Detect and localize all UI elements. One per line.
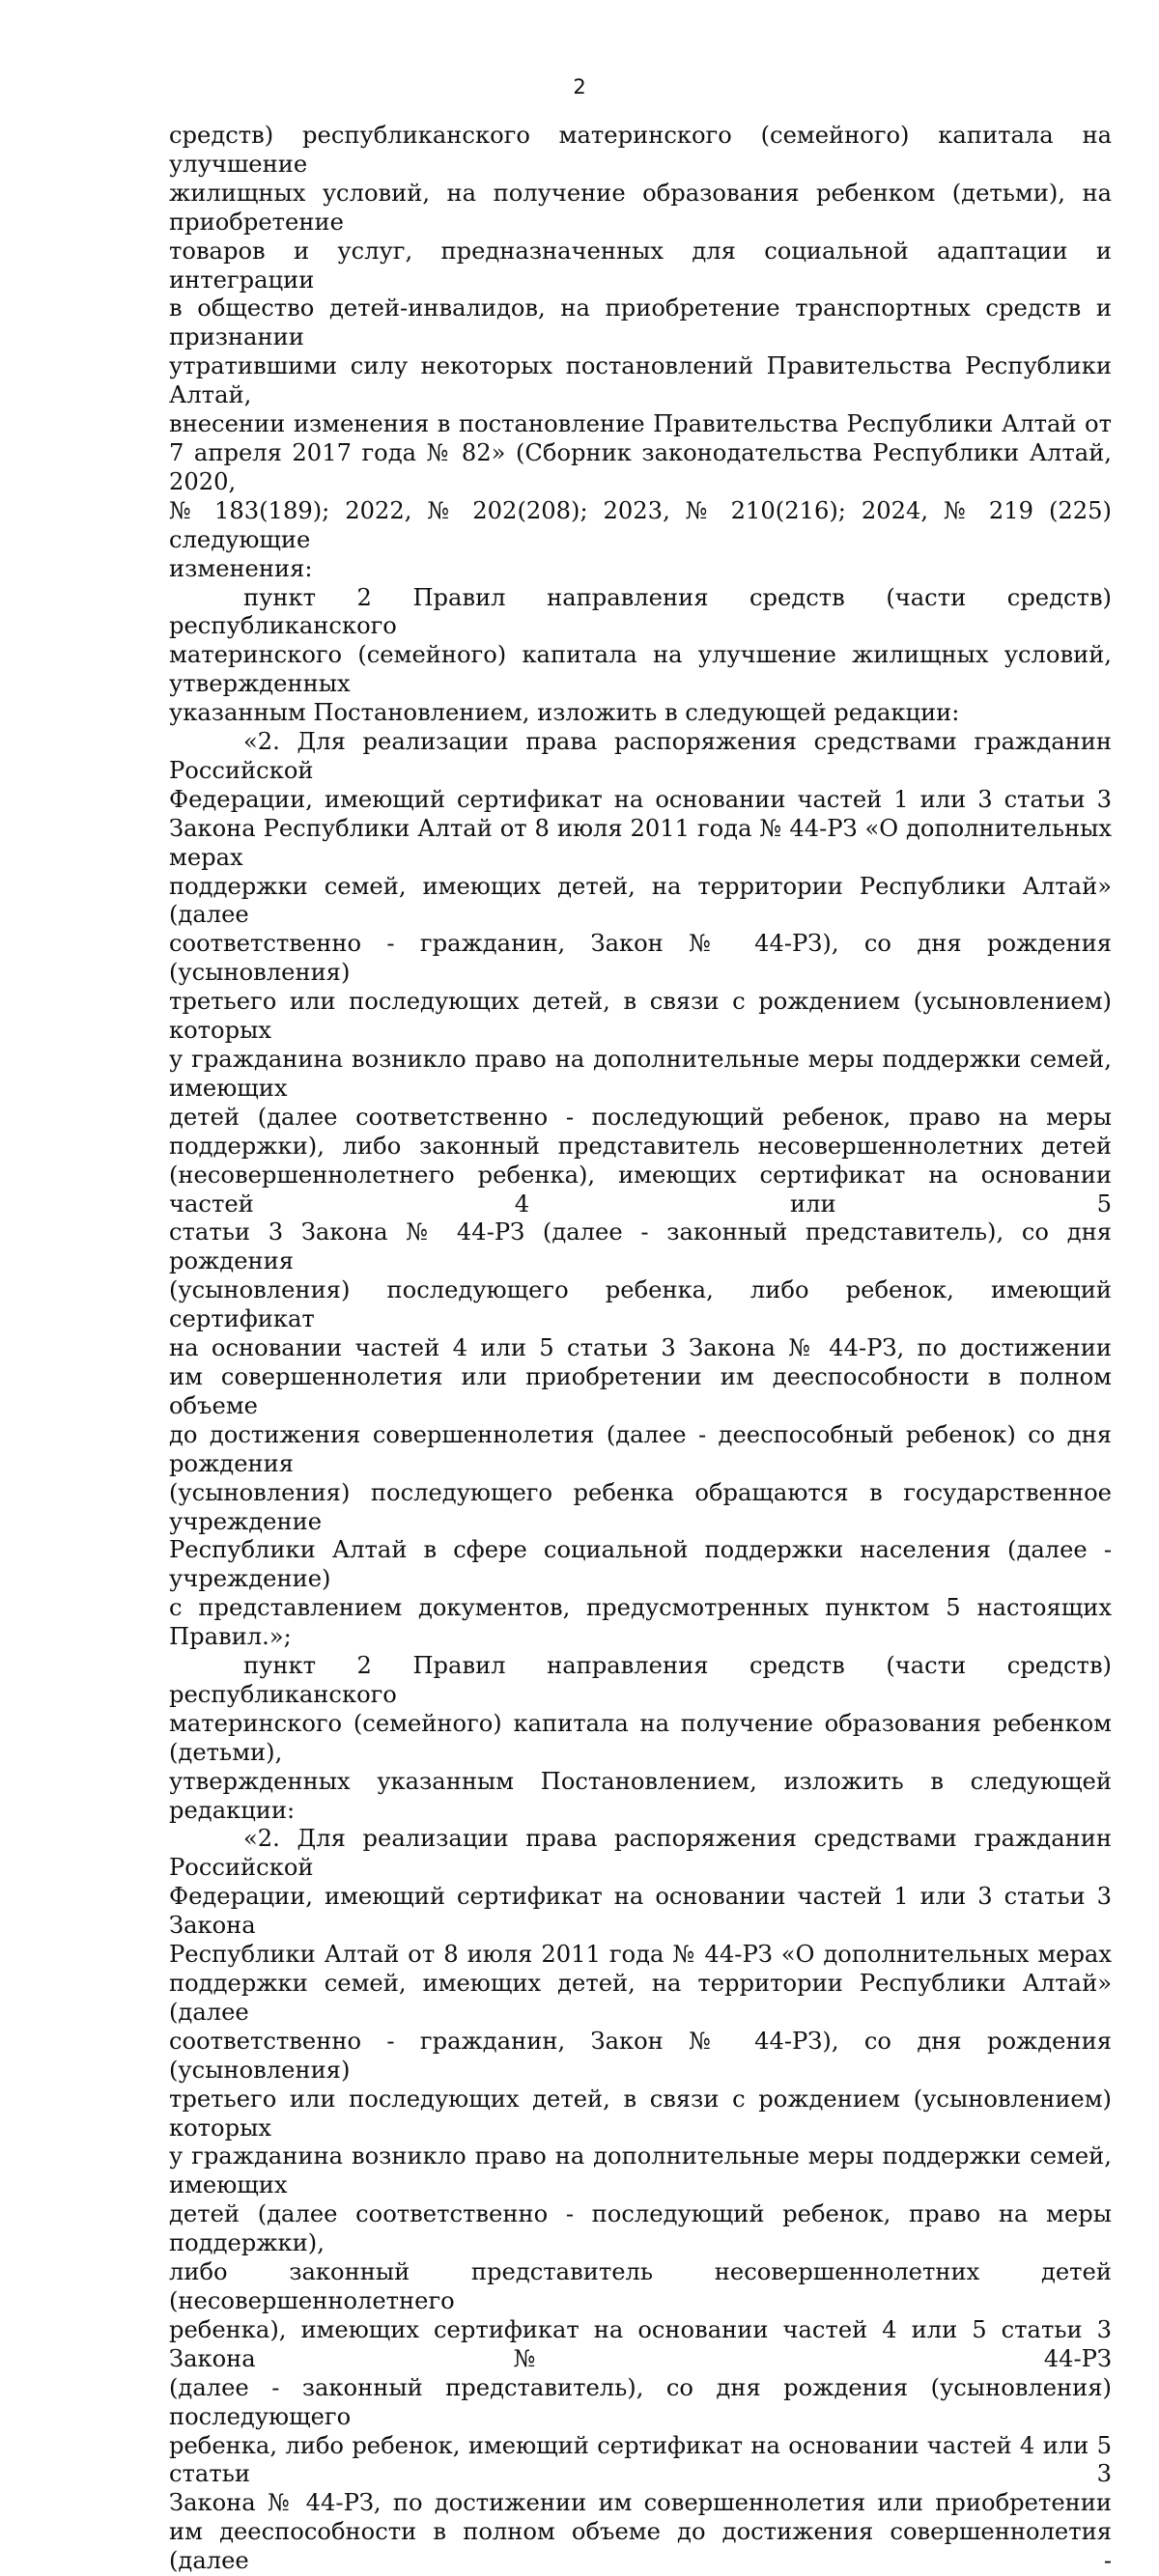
text-line: жилищных условий, на получение образования ребенком (детьми), на приобретение — [169, 179, 1112, 236]
text-line: соответственно - гражданин, Закон № 44-РЗ), со дня рождения (усыновления) — [169, 2027, 1112, 2084]
text-line: (несовершеннолетнего ребенка), имеющих сертификат на основании частей 4 или 5 — [169, 1161, 1112, 1218]
text-line: у гражданина возникло право на дополнительные меры поддержки семей, имеющих — [169, 1046, 1112, 1102]
text-line: у гражданина возникло право на дополнительные меры поддержки семей, имеющих — [169, 2142, 1112, 2199]
page-number: 2 — [573, 75, 586, 98]
text-line: Республики Алтай от 8 июля 2011 года № 44-РЗ «О дополнительных мерах — [169, 1941, 1112, 1969]
text-line: (усыновления) последующего ребенка, либо ребенок, имеющий сертификат — [169, 1276, 1112, 1333]
text-line: им дееспособности в полном объеме до достижения совершеннолетия (далее - — [169, 2518, 1112, 2575]
text-line: внесении изменения в постановление Правительства Республики Алтай от — [169, 410, 1112, 438]
text-line: до достижения совершеннолетия (далее - дееспособный ребенок) со дня рождения — [169, 1420, 1112, 1477]
text-line: поддержки), либо законный представитель несовершеннолетних детей — [169, 1132, 1112, 1160]
text-line: поддержки семей, имеющих детей, на территории Республики Алтай» (далее — [169, 872, 1112, 929]
text-line: им совершеннолетия или приобретении им дееспособности в полном объеме — [169, 1362, 1112, 1419]
text-line: материнского (семейного) капитала на улучшение жилищных условий, утвержденных — [169, 641, 1112, 698]
text-line: утратившими силу некоторых постановлений Правительства Республики Алтай, — [169, 352, 1112, 409]
text-line: третьего или последующих детей, в связи с рождением (усыновлением) которых — [169, 2085, 1112, 2142]
text-line: статьи 3 Закона № 44-РЗ (далее - законный представитель), со дня рождения — [169, 1218, 1112, 1275]
text-line: детей (далее соответственно - последующий ребенок, право на меры — [169, 1103, 1112, 1131]
text-line: пункт 2 Правил направления средств (части средств) республиканского — [169, 583, 1112, 640]
text-line: (усыновления) последующего ребенка обращаются в государственное учреждение — [169, 1478, 1112, 1535]
text-line: Закона № 44-РЗ, по достижении им совершеннолетия или приобретении — [169, 2489, 1112, 2517]
text-line: Федерации, имеющий сертификат на основании частей 1 или 3 статьи 3 — [169, 785, 1112, 813]
text-line: ребенка, либо ребенок, имеющий сертификат на основании частей 4 или 5 статьи 3 — [169, 2431, 1112, 2488]
text-line: Республики Алтай в сфере социальной поддержки населения (далее - учреждение) — [169, 1536, 1112, 1593]
text-line: на основании частей 4 или 5 статьи 3 Закона № 44-РЗ, по достижении — [169, 1334, 1112, 1362]
text-line: «2. Для реализации права распоряжения средствами гражданин Российской — [169, 728, 1112, 784]
text-line: в общество детей-инвалидов, на приобретение транспортных средств и признании — [169, 294, 1112, 351]
text-line: № 183(189); 2022, № 202(208); 2023, № 210(216); 2024, № 219 (225) следующие — [169, 496, 1112, 553]
document-body — [169, 122, 1112, 2576]
text-line: Закона Республики Алтай от 8 июля 2011 года № 44-РЗ «О дополнительных мерах — [169, 814, 1112, 871]
text-line: поддержки семей, имеющих детей, на территории Республики Алтай» (далее — [169, 1970, 1112, 2026]
text-line: детей (далее соответственно - последующий ребенок, право на меры поддержки), — [169, 2200, 1112, 2257]
text-line: либо законный представитель несовершеннолетних детей (несовершеннолетнего — [169, 2258, 1112, 2314]
text-line: товаров и услуг, предназначенных для социальной адаптации и интеграции — [169, 237, 1112, 294]
text-line: средств) республиканского материнского (семейного) капитала на улучшение — [169, 122, 1112, 178]
text-line: (далее - законный представитель), со дня рождения (усыновления) последующего — [169, 2373, 1112, 2430]
text-line: 7 апреля 2017 года № 82» (Сборник законодательства Республики Алтай, 2020, — [169, 438, 1112, 495]
text-line: пункт 2 Правил направления средств (части средств) республиканского — [169, 1652, 1112, 1708]
text-line: утвержденных указанным Постановлением, изложить в следующей редакции: — [169, 1767, 1112, 1824]
text-line: Правил.»; — [169, 1623, 292, 1651]
text-line: с представлением документов, предусмотренных пунктом 5 настоящих — [169, 1594, 1112, 1622]
text-line: изменения: — [169, 554, 313, 582]
text-line: ребенка), имеющих сертификат на основании частей 4 или 5 статьи 3 Закона № 44-РЗ — [169, 2315, 1112, 2372]
text-line: «2. Для реализации права распоряжения средствами гражданин Российской — [169, 1825, 1112, 1882]
text-line: материнского (семейного) капитала на получение образования ребенком (детьми), — [169, 1709, 1112, 1766]
text-line: соответственно - гражданин, Закон № 44-РЗ), со дня рождения (усыновления) — [169, 930, 1112, 987]
text-line: третьего или последующих детей, в связи с рождением (усыновлением) которых — [169, 988, 1112, 1045]
text-line: Федерации, имеющий сертификат на основании частей 1 или 3 статьи 3 Закона — [169, 1883, 1112, 1940]
text-line: указанным Постановлением, изложить в следующей редакции: — [169, 699, 960, 727]
